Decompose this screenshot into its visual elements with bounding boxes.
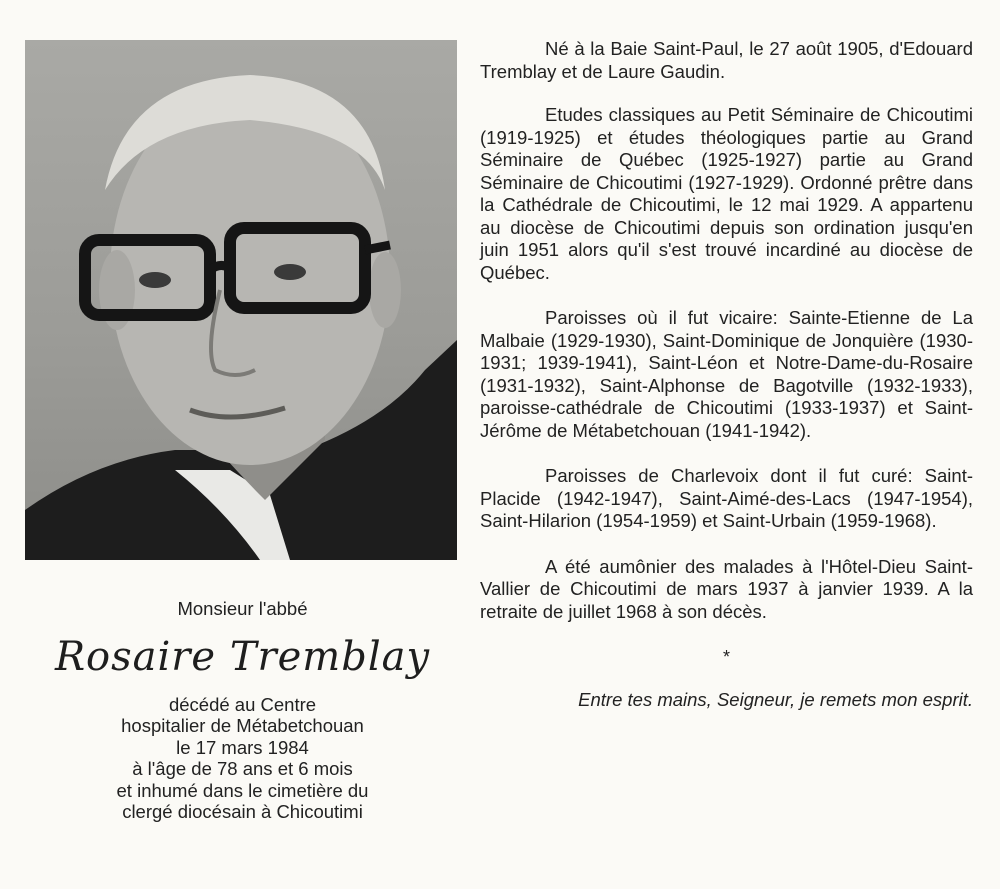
- priest-portrait-image: [25, 40, 457, 560]
- closing-quote: Entre tes mains, Seigneur, je remets mon esprit.: [578, 688, 973, 710]
- bio-paragraph-vicar: Paroisses où il fut vicaire: Sainte-Etienne de La Malbaie (1929-1930), Saint-Dominique de Jonquière (1930-1931; 1939-1941), Saint-Léon et Notre-Dame-du-Rosaire (1931-1932), Saint-Alphonse de Bagotville (1932-1933), paroisse-cathédrale de Chicoutimi (1933-1937) et Saint-Jérôme de Métabetchouan (1941-1942).: [480, 307, 973, 441]
- name-signature: Rosaire Tremblay: [54, 633, 431, 680]
- death-line: hospitalier de Métabetchouan: [121, 715, 364, 736]
- biography: [480, 38, 973, 711]
- death-line: à l'âge de 78 ans et 6 mois: [132, 758, 353, 779]
- honorific-title: Monsieur l'abbé: [177, 598, 308, 619]
- death-line: et inhumé dans le cimetière du: [116, 779, 369, 801]
- portrait-photo: [25, 40, 457, 560]
- death-line: clergé diocésain à Chicoutimi: [122, 801, 363, 822]
- bio-paragraph-chaplain: A été aumônier des malades à l'Hôtel-Dieu Saint-Vallier de Chicoutimi de mars 1937 à janvier 1939. A la retraite de juillet 1968 à son décès.: [480, 555, 973, 622]
- bio-paragraph-birth: Né à la Baie Saint-Paul, le 27 août 1905, d'Edouard Tremblay et de Laure Gaudin.: [480, 38, 973, 82]
- bio-paragraph-studies: Etudes classiques au Petit Séminaire de Chicoutimi (1919-1925) et études théologiques partie au Grand Séminaire de Québec (1925-1927) partie au Grand Séminaire de Chicoutimi (1927-1929). Ordonné prêtre dans la Cathédrale de Chicoutimi, le 12 mai 1929. A appartenu au diocèse de Chicoutimi depuis son ordination jusqu'en juin 1951 alors qu'il s'est trouvé incardiné au diocèse de Québec.: [480, 104, 973, 283]
- death-details: [40, 694, 445, 823]
- death-line: décédé au Centre: [168, 693, 317, 715]
- bio-paragraph-cure: Paroisses de Charlevoix dont il fut curé: Saint-Placide (1942-1947), Saint-Aimé-des-Lacs (1947-1954), Saint-Hilarion (1954-1959) et Saint-Urbain (1959-1968).: [480, 465, 973, 531]
- separator-asterisk: *: [722, 647, 730, 667]
- death-line: le 17 mars 1984: [176, 736, 309, 758]
- portrait-caption: [40, 598, 445, 823]
